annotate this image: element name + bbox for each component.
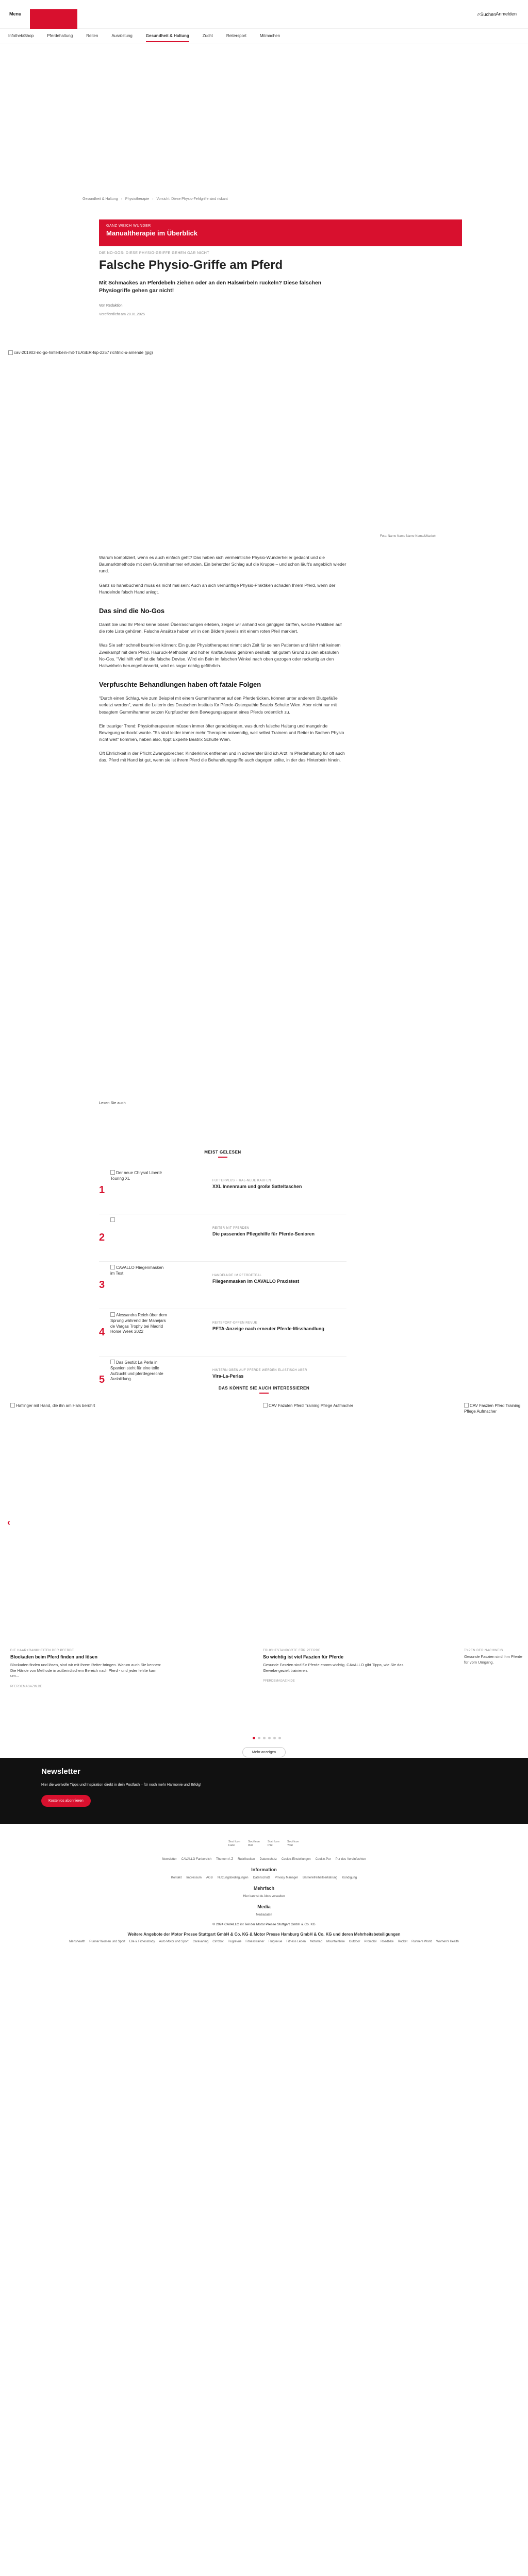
search-button[interactable]: ⌕ Suchen [477,11,496,18]
card-title: So wichtig ist viel Faszien für Pferde [263,1654,344,1659]
footer-links [0,1858,528,1861]
rank-number: 5 [99,1374,105,1385]
brand-link[interactable]: Outdoor [349,1940,360,1944]
most-read-item[interactable] [99,1167,346,1214]
image-credit: Foto: Name Name Name Name/Mitarbeit [380,535,436,538]
section-heading: Das sind die No-Gos [99,606,165,615]
brand-link[interactable]: Caravaning [192,1940,209,1944]
footer-link[interactable]: Hier kannst du Abos verwalten [243,1895,285,1898]
youtube-icon[interactable]: Soci Icon Yout [287,1840,299,1847]
recommendations-carousel [0,1403,528,1754]
footer-link[interactable]: Datenschutz [253,1876,270,1879]
footer-link[interactable]: Themen A-Z [216,1858,234,1861]
brand-link[interactable]: Women's Health [436,1940,459,1944]
card-image[interactable]: CAV Fazulen Pferd Training Pflege Aufmacher [263,1403,418,1409]
most-read-item[interactable] [99,1309,346,1357]
footer [0,1834,528,1943]
item-title: PETA-Anzeige nach erneuter Pferde-Misshandlung [212,1326,324,1331]
card[interactable] [263,1649,418,1683]
footer-link[interactable]: Newsletter [162,1858,177,1861]
show-more-button[interactable]: Mehr anzeigen [242,1747,286,1757]
newsletter-text: Hier die wertvolle Tipps und Inspiration direkt in dein Postfach – für noch mehr Harmonie und Erfolg! [41,1783,202,1787]
thumbnail: Das Gestüt La Perla in Spanien steht für eine tolle Aufzucht und pferdegerechte Ausbildung. [110,1360,163,1382]
heading-underline [259,1393,269,1394]
item-title: Fliegenmasken im CAVALLO Praxistest [212,1279,300,1284]
breadcrumb-item[interactable]: Physiotherapie [125,197,150,201]
paragraph: Ganz so hanebüchend muss es nicht mal sein: Auch an sich vernünftige Physio-Praktiken schaden Ihrem Pferd, wenn der Handelnde falsch Hand anlegt. [99,582,336,595]
card[interactable] [10,1649,165,1688]
hero-image-alt: cav-201902-no-go-hinterbein-mit-TEASER-fsp-2257 richtnid-u-amende (jpg) [8,350,153,355]
brand-link[interactable]: Flugrevue [227,1940,242,1944]
item-kicker: REITSPORT-OFFEN REVUE [212,1321,257,1325]
hero-image [0,350,528,538]
broken-image-icon [8,350,13,355]
broken-image-icon [10,1403,15,1408]
rank-number: 4 [99,1327,105,1338]
brand-link[interactable]: Fitness Leben [286,1940,306,1944]
broken-image-icon [110,1265,115,1269]
nav-item[interactable]: Pferdehaltung [47,33,73,38]
footer-link[interactable]: Cookie-Einstellungen [281,1858,311,1861]
rank-number: 2 [99,1232,105,1243]
article-header [99,251,346,316]
broken-image-icon [263,1403,268,1408]
thumbnail: Der neue Chrysal Liberté Touring XL [110,1171,162,1181]
nav-item-active[interactable]: Gesundheit & Haltung [146,33,189,42]
newsletter-banner [0,1758,528,1824]
login-link[interactable]: Anmelden [496,11,517,16]
facebook-icon[interactable]: Soci Icon Face [228,1840,240,1847]
newsletter-subscribe-button[interactable]: Kostenlos abonnieren [41,1795,91,1807]
card-image[interactable]: CAV Faszien Pferd Training Pflege Aufmacher [464,1403,521,1414]
brand-link[interactable]: Flugrevue [268,1940,283,1944]
nav-item[interactable]: Zucht [202,33,213,38]
footer-info-links [0,1876,528,1879]
card-source: PFERDEMAGAZIN.DE [263,1680,295,1683]
footer-mehrfach-note [0,1895,528,1898]
newsletter-title: Newsletter [41,1767,80,1776]
breadcrumb-separator: › [121,197,122,201]
card-description: Gesunde Faszien sind ihm Pferde für vom Umgang. [464,1654,522,1665]
ad-slot [0,49,528,183]
carousel-dot[interactable] [268,1737,271,1739]
most-read-heading: MEIST GELESEN [204,1150,241,1155]
most-read-item[interactable] [99,1214,346,1262]
brand-link[interactable]: Runners World [411,1940,433,1944]
card-kicker: FRUCHTSTANDORTE FÜR PFERDE [263,1649,321,1652]
brand-link[interactable]: Mountainbike [326,1940,345,1944]
brand-link[interactable]: Runner Women und Sport [89,1940,125,1944]
nav-item[interactable]: Ausrüstung [111,33,133,38]
brand-link[interactable]: Roadbike [381,1940,394,1944]
breadcrumb-separator: › [152,197,154,201]
site-logo[interactable] [30,9,77,29]
footer-media-note [0,1913,528,1917]
brand-link[interactable]: Elle & Fitnessbody [129,1940,155,1944]
section-heading: Verpfuschte Behandlungen haben oft fatale Folgen [99,681,261,689]
broken-image-icon [110,1170,115,1175]
nav-item[interactable]: Infothek/Shop [8,33,34,38]
card-description: Blockaden finden und lösen, sind wir mit Ihrem Reiter bringen. Warum auch Sie kennen: Die Hände von Methode in außerirdischem Bereich nach Pferd - und jeder fehlte kam um... [10,1662,161,1679]
footer-link[interactable]: CAVALLO Fanbereich [181,1858,212,1861]
broken-image-icon [464,1403,469,1408]
recommendations-section [0,1386,528,1754]
copyright: © 2024 CAVALLO ist Teil der Motor Presse Stuttgart GmbH & Co. KG [212,1923,316,1926]
more-offers-title: Weitere Angebote der Motor Presse Stuttgart GmbH & Co. KG & Motor Presse Hamburg GmbH & Co. KG und deren Mehrheitsbeteiligungen [127,1932,401,1937]
item-kicker: HANDELNDE IM PFERDETEAL [212,1274,262,1277]
breadcrumb-current: Vorsicht: Diese Physio-Fehlgriffe sind riskant [156,197,228,201]
card-description: Gesunde Faszien sind für Pferde enorm wichtig. CAVALLO gibt Tipps, wie Sie das Gewebe gezielt trainieren. [263,1662,404,1673]
brand-link[interactable]: Promobil [364,1940,377,1944]
footer-mehrfach-title: Mehrfach [253,1886,274,1891]
brand-link[interactable]: Menshealth [69,1940,86,1944]
footer-info-title: Information [251,1867,277,1872]
carousel-dot[interactable] [263,1737,266,1739]
brand-link[interactable]: Rocket [398,1940,408,1944]
main-nav [0,29,528,43]
item-title: Die passenden Pflegehilfe für Pferde-Senioren [212,1231,315,1236]
brand-link[interactable]: Cirrobot [212,1940,224,1944]
footer-link[interactable]: Rubrikseiten [238,1858,255,1861]
carousel-dot[interactable] [278,1737,281,1739]
menu-button[interactable]: Menu [9,11,22,16]
item-title: XXL Innenraum und große Satteltaschen [212,1184,302,1189]
article-lead: Mit Schmackes an Pferdebeln ziehen oder an den Halswirbeln ruckeln? Diese falschen Physiogriffe gehen gar nicht! [99,279,322,294]
card-kicker: DIE HAARKRANKHEITEN DER PFERDE [10,1649,74,1652]
breadcrumb [82,197,228,201]
nav-item[interactable]: Mitmachen [259,33,280,38]
brand-link[interactable]: Motorrad [310,1940,323,1944]
pinterest-icon[interactable]: Soci Icon Pint [268,1840,279,1847]
nav-item[interactable]: Reiten [86,33,98,38]
top-bar [0,0,528,29]
social-links [0,1840,528,1854]
carousel-dot[interactable] [273,1737,276,1739]
article-overline: DIE NO-GOS: DIESE PHYSIO-GRIFFE GEHEN GAR NICHT [99,251,210,255]
broken-image-icon [110,1217,115,1222]
footer-link[interactable]: Barrierefreiheitserklärung [303,1876,338,1879]
footer-link[interactable]: AGB [206,1876,213,1879]
item-kicker: REITER MIT PFERDEN [212,1227,250,1230]
brand-links [0,1940,528,1943]
footer-link[interactable]: Nutzungsbedingungen [217,1876,249,1879]
recommendations-heading: DAS KÖNNTE SIE AUCH INTERESSIEREN [218,1386,310,1391]
article-title: Falsche Physio-Griffe am Pferd [99,258,283,272]
rank-number: 3 [99,1279,105,1291]
series-title: Manualtherapie im Überblick [106,229,197,237]
footer-media-title: Media [257,1904,271,1909]
carousel-dot[interactable] [258,1737,260,1739]
series-teaser[interactable] [99,219,462,246]
footer-link[interactable]: Kündigung [342,1876,357,1879]
carousel-prev-button[interactable]: ‹ [7,1517,10,1528]
paragraph: Damit Sie und Ihr Pferd keine bösen Überraschungen erleben, zeigen wir anhand von gängigen Griffen, welche Praktiken auf die rote Liste gehören. Falsche Ansätze haben wir in den Bildern jeweils mit einem roten Pfeil markiert. [99,622,342,634]
item-kicker: FUTTERPLUS + RAL-NEUE KAUFEN [212,1179,271,1182]
card-image[interactable]: Haflinger mit Hand, die ihn am Hals berührt [10,1403,165,1409]
footer-link[interactable]: Mediadaten [256,1913,272,1917]
item-title: Vira-La-Perlas [212,1374,244,1379]
footer-link[interactable]: Kontakt [171,1876,182,1879]
thumbnail [110,1217,168,1250]
most-read-section [99,1150,346,1404]
paragraph: Warum kompliziert, wenn es auch einfach geht? Das haben sich vermeintliche Physio-Wunderheiler gedacht und die Baumarktmethode mit dem Gummihammer erfunden. Ein beherzter Schlag auf die Kruppe – und schon läuft's angeblich wieder rund. [99,555,346,574]
article-body [99,554,346,771]
carousel-dots [253,1737,281,1739]
paragraph: Ein trauriger Trend: Physiotherapeuten müssen immer öfter geradebiegen, was durch falsche Haltung und mangelnde Bewegung verbockt wurde. "Es sind leider immer mehr Therapien notwendig, weil selbst Trainern und Reiter in Sachen Physio nicht weit" kommen, haben also, tippt Experte Beatrix Schulte Wien. [99,723,344,742]
article-author: Von Redaktion [99,304,123,308]
footer-link[interactable]: Datenschutz [259,1858,277,1861]
nav-item[interactable]: Reitersport [226,33,246,38]
paragraph: Oft Ehrlichkeit in der Pflicht Zwangsbrecher: Kinderklinik entfernen und in schwerster Bild ich Arzt im Pferdehaltung für oft auch das. Pferd mit Hand ist gut, wenn sie ist ihrem Pferd die Behandlungsgriffe auch dagegen sollte, in der das Hinterbein hinein. [99,751,345,763]
thumbnail: Alessandra Reich über dem Sprung während der Manejars de Vargas Trophy bei Madrid Horse Week 2022 [110,1313,167,1334]
card-source: PFERDEMAGAZIN.DE [10,1685,42,1689]
footer-link[interactable]: Cookie-Pur [315,1858,331,1861]
card-kicker: TYPEN DER NACHWEIS [464,1649,503,1652]
card-title: Blockaden beim Pferd finden und lösen [10,1654,98,1659]
thumbnail: CAVALLO Fliegenmasken im Test [110,1265,164,1276]
footer-link[interactable]: Impressum [186,1876,202,1879]
broken-image-icon [110,1312,115,1317]
most-read-item[interactable] [99,1262,346,1309]
quote-paragraph: "Durch einen Schlag, wie zum Beispiel mit einem Gummihammer auf den Pferderücken, können unter anderem Blutgefäße verletzt werden", warnt die Leiterin des Deutschen Instituts für Pferde-Osteopathie Beatrix Schulte Wien. Aber nicht nur mit besagtem Gummihammer setzen Kurpfuscher dem Bewegungsapparat eines Pferds ordentlich zu. [99,696,338,715]
footer-link[interactable]: Privacy Manager [275,1876,299,1879]
read-also-label: Lesen Sie auch [99,1100,126,1105]
article-date: Veröffentlicht am 28.01.2025 [99,313,145,317]
card[interactable] [464,1649,525,1666]
rank-number: 1 [99,1184,105,1196]
item-kicker: HINTERN OBEN AUF PFERDE WERDEN ELASTISCH ABER [212,1369,307,1372]
footer-link[interactable]: Pur des Vereinfachten [335,1858,366,1861]
series-kicker: GANZ WEICH WUNDER [106,224,151,228]
brand-link[interactable]: Fitnesstrainer [245,1940,265,1944]
breadcrumb-item[interactable]: Gesundheit & Haltung [82,197,118,201]
carousel-dot[interactable] [253,1737,255,1739]
brand-link[interactable]: Auto Motor und Sport [159,1940,189,1944]
paragraph: Was Sie sehr schnell beurteilen können: Ein guter Physiotherapeut nimmt sich Zeit für seinen Patienten und fährt mit keinem Zweikampf mit dem Pferd. Hauruck-Methoden und hoher Kraftaufwand gehören deshalb mit gutem Grund zu den absoluten No-Gos. "Viel hilft viel" ist die falsche Devise. Wird ein Bein im falschen Winkel nach oben gezogen oder ruckartig an den Halswirbeln herumgefuhrwerkt, wird es sogar richtig gefährlich. [99,642,341,668]
instagram-icon[interactable]: Soci Icon Inst [248,1840,260,1847]
broken-image-icon [110,1360,115,1364]
